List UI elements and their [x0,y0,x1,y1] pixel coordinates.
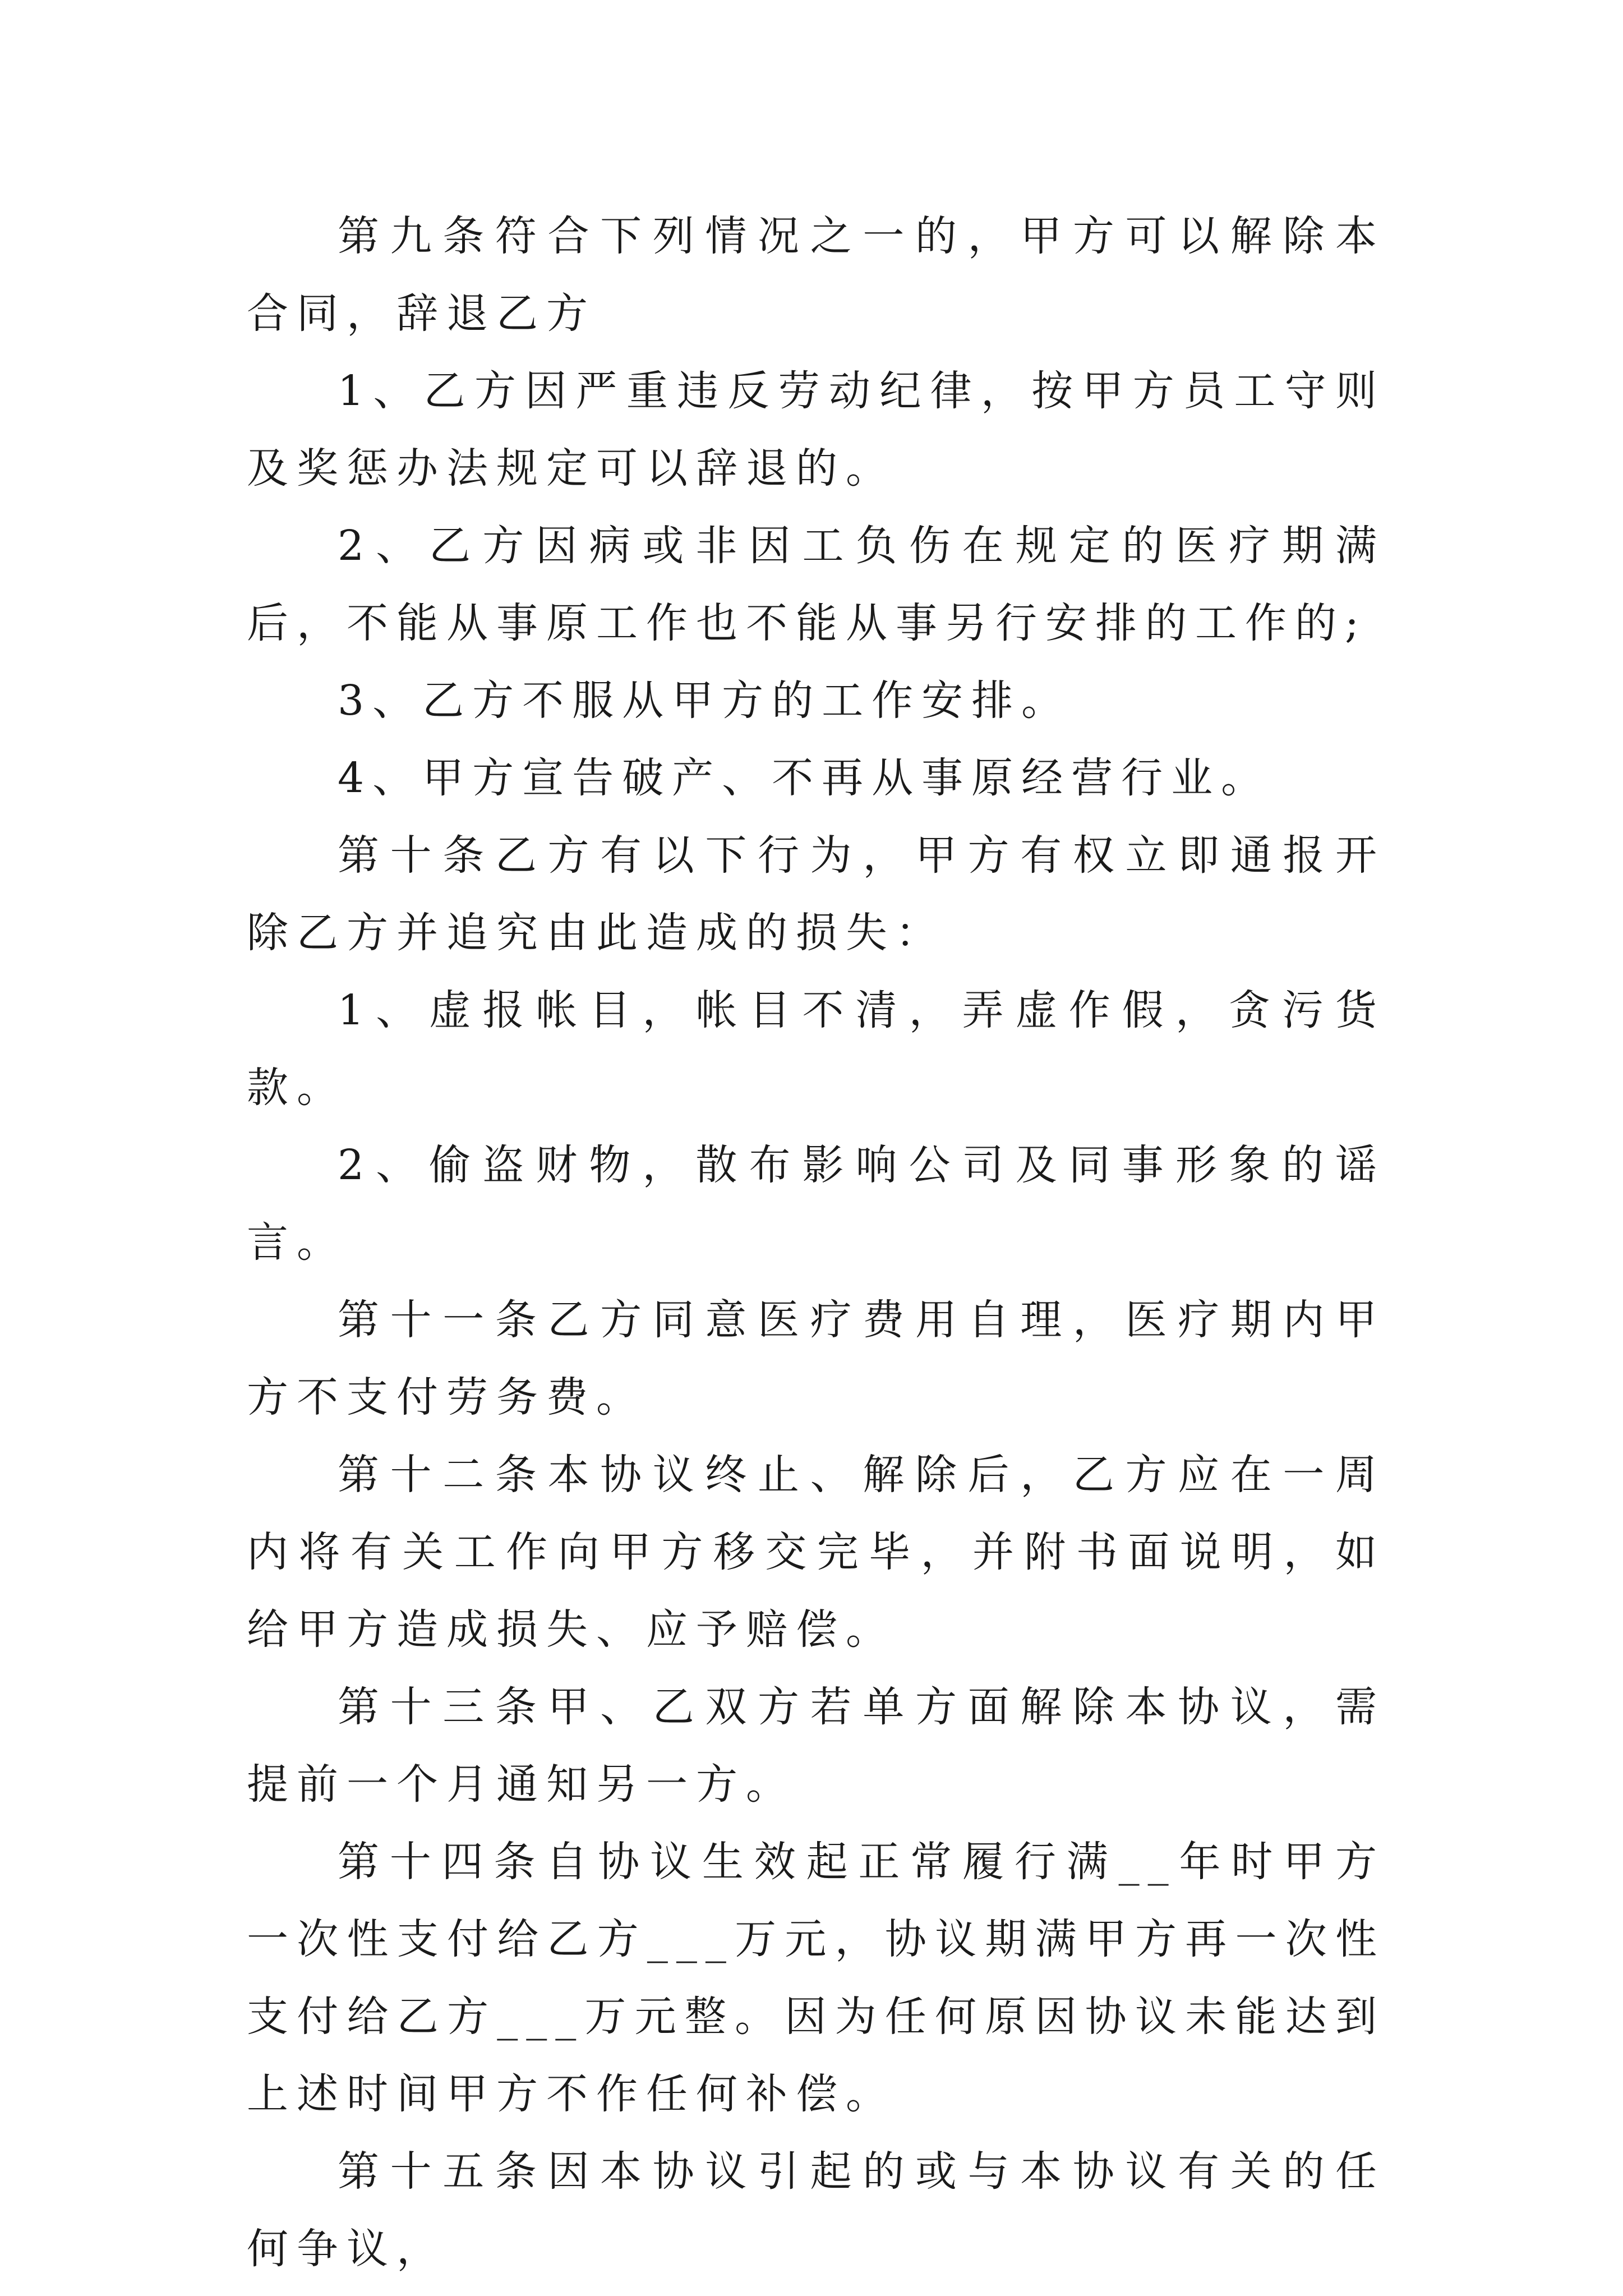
paragraph-article-9-item-4: 4、甲方宣告破产、不再从事原经营行业。 [338,754,1271,802]
paragraph-article-15: 第十五条因本协议引起的或与本协议有关的任何争议， [247,2147,1385,2273]
paragraph-article-9-item-1: 1、乙方因严重违反劳动纪律，按甲方员工守则及奖惩办法规定可以辞退的。 [247,367,1385,493]
paragraph-article-10-item-1: 1、虚报帐目，帐目不清，弄虚作假，贪污货款。 [247,986,1385,1112]
paragraph-article-10-item-2: 2、偷盗财物，散布影响公司及同事形象的谣言。 [247,1141,1385,1267]
paragraph-article-11: 第十一条乙方同意医疗费用自理，医疗期内甲方不支付劳务费。 [247,1296,1385,1421]
document-body [247,197,1385,2288]
paragraph-article-9-item-2: 2、乙方因病或非因工负伤在规定的医疗期满后，不能从事原工作也不能从事另行安排的工作的; [247,522,1385,647]
paragraph-article-14: 第十四条自协议生效起正常履行满__年时甲方一次性支付给乙方___万元，协议期满甲方再一次性支付给乙方___万元整。因为任何原因协议未能达到上述时间甲方不作任何补偿。 [247,1838,1385,2118]
paragraph-article-12: 第十二条本协议终止、解除后，乙方应在一周内将有关工作向甲方移交完毕，并附书面说明，如给甲方造成损失、应予赔偿。 [247,1451,1385,1654]
paragraph-article-9: 第九条符合下列情况之一的，甲方可以解除本合同，辞退乙方 [247,212,1385,338]
paragraph-article-9-item-3: 3、乙方不服从甲方的工作安排。 [338,677,1072,725]
paragraph-article-13: 第十三条甲、乙双方若单方面解除本协议，需提前一个月通知另一方。 [247,1683,1385,1809]
paragraph-article-10: 第十条乙方有以下行为，甲方有权立即通报开除乙方并追究由此造成的损失： [247,831,1385,957]
